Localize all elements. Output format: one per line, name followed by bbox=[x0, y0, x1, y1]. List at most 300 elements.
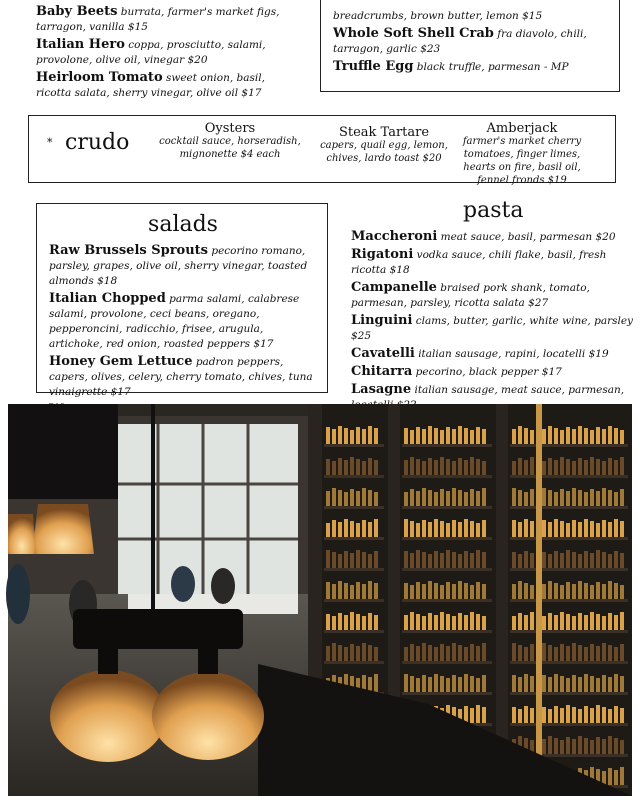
wine-bottle bbox=[416, 678, 420, 692]
wine-bottle bbox=[584, 738, 588, 754]
wine-bottle bbox=[614, 428, 618, 444]
wine-bottle bbox=[440, 430, 444, 444]
wine-bottle bbox=[530, 644, 534, 661]
wine-bottle bbox=[458, 613, 462, 630]
wine-bottle bbox=[332, 552, 336, 568]
wine-bottle bbox=[356, 582, 360, 599]
shelf bbox=[324, 537, 384, 540]
wine-bottle bbox=[608, 581, 612, 599]
wine-bottle bbox=[560, 457, 564, 475]
menu-item: Truffle Egg black truffle, parmesan - MP bbox=[333, 59, 569, 74]
wine-bottle bbox=[452, 616, 456, 630]
wine-bottle bbox=[410, 521, 414, 537]
wine-bottle bbox=[344, 551, 348, 568]
wine-bottle bbox=[614, 706, 618, 723]
wine-bottle bbox=[524, 674, 528, 692]
wine-bottle bbox=[530, 553, 534, 568]
wine-bottle bbox=[512, 584, 516, 599]
wine-bottle bbox=[518, 490, 522, 506]
wine-bottle bbox=[590, 553, 594, 568]
menu-item: Chitarra pecorino, black pepper $17 bbox=[351, 364, 562, 379]
wine-bottle bbox=[608, 709, 612, 723]
wine-bottle bbox=[518, 426, 522, 444]
wine-bottle bbox=[614, 738, 618, 754]
wine-bottle bbox=[524, 583, 528, 599]
wine-bottle bbox=[542, 520, 546, 537]
wine-bottle bbox=[458, 581, 462, 599]
wine-bottle bbox=[602, 429, 606, 444]
shelf bbox=[402, 537, 492, 540]
wine-bottle bbox=[542, 488, 546, 506]
wine-bottle bbox=[590, 457, 594, 475]
shelf bbox=[324, 661, 384, 664]
wine-bottle bbox=[434, 615, 438, 630]
wine-bottle bbox=[566, 614, 570, 630]
shelf bbox=[510, 723, 628, 726]
wine-bottle bbox=[362, 584, 366, 599]
wine-bottle bbox=[404, 674, 408, 692]
wine-bottle bbox=[572, 643, 576, 661]
wine-bottle bbox=[452, 429, 456, 444]
wine-bottle bbox=[578, 677, 582, 692]
wine-bottle bbox=[422, 488, 426, 506]
wine-bottle bbox=[344, 428, 348, 444]
wine-bottle bbox=[422, 584, 426, 599]
wine-bottle bbox=[416, 523, 420, 537]
wine-bottle bbox=[530, 430, 534, 444]
wine-bottle bbox=[362, 429, 366, 444]
wine-bottle bbox=[476, 491, 480, 506]
wine-bottle bbox=[512, 675, 516, 692]
wine-bottle bbox=[476, 523, 480, 537]
wine-bottle bbox=[470, 644, 474, 661]
shelf bbox=[510, 661, 628, 664]
wine-bottle bbox=[350, 489, 354, 506]
wine-bottle bbox=[452, 643, 456, 661]
wine-bottle bbox=[344, 615, 348, 630]
wine-bottle bbox=[440, 612, 444, 630]
diner bbox=[6, 564, 30, 624]
wine-bottle bbox=[344, 583, 348, 599]
wine-bottle bbox=[620, 644, 624, 661]
wine-bottle bbox=[530, 676, 534, 692]
wine-bottle bbox=[368, 554, 372, 568]
wine-bottle bbox=[542, 616, 546, 630]
wine-bottle bbox=[470, 708, 474, 723]
wine-bottle bbox=[482, 616, 486, 630]
wine-bottle bbox=[338, 581, 342, 599]
wine-bottle bbox=[464, 551, 468, 568]
wine-bottle bbox=[578, 613, 582, 630]
wine-bottle bbox=[554, 647, 558, 661]
wine-bottle bbox=[596, 582, 600, 599]
wine-bottle bbox=[566, 491, 570, 506]
wine-bottle bbox=[470, 676, 474, 692]
wine-bottle bbox=[602, 643, 606, 661]
shelf bbox=[510, 506, 628, 509]
wine-bottle bbox=[530, 585, 534, 599]
wine-bottle bbox=[584, 492, 588, 506]
wine-bottle bbox=[362, 461, 366, 475]
wine-bottle bbox=[524, 706, 528, 723]
wine-bottle bbox=[548, 581, 552, 599]
wine-bottle bbox=[326, 646, 330, 661]
wine-bottle bbox=[476, 459, 480, 475]
wine-bottle bbox=[356, 459, 360, 475]
wine-bottle bbox=[602, 584, 606, 599]
wine-bottle bbox=[458, 426, 462, 444]
wine-bottle bbox=[440, 489, 444, 506]
wine-bottle bbox=[524, 551, 528, 568]
wine-bottle bbox=[434, 583, 438, 599]
wine-bottle bbox=[464, 615, 468, 630]
wine-bottle bbox=[332, 488, 336, 506]
wine-bottle bbox=[524, 492, 528, 506]
wine-bottle bbox=[446, 646, 450, 661]
wine-bottle bbox=[596, 614, 600, 630]
shelf bbox=[402, 568, 492, 571]
wine-bottle bbox=[410, 644, 414, 661]
wine-bottle bbox=[332, 643, 336, 661]
wine-bottle bbox=[614, 519, 618, 537]
wine-bottle bbox=[374, 551, 378, 568]
wine-bottle bbox=[620, 612, 624, 630]
menu-item: Baby Beets burrata, farmer's market figs, tarragon, vanilla $15 bbox=[36, 4, 280, 33]
wine-bottle bbox=[602, 461, 606, 475]
wine-bottle bbox=[596, 550, 600, 568]
wine-bottle bbox=[374, 460, 378, 475]
wine-bottle bbox=[620, 553, 624, 568]
wine-bottle bbox=[482, 488, 486, 506]
wine-bottle bbox=[416, 491, 420, 506]
wine-bottle bbox=[530, 489, 534, 506]
wine-bottle bbox=[374, 492, 378, 506]
wine-bottle bbox=[368, 677, 372, 692]
wine-bottle bbox=[512, 429, 516, 444]
wine-bottle bbox=[512, 707, 516, 723]
wine-bottle bbox=[596, 459, 600, 475]
wine-bottle bbox=[338, 426, 342, 444]
wine-bottle bbox=[446, 678, 450, 692]
wine-bottle bbox=[464, 674, 468, 692]
wine-bottle bbox=[344, 460, 348, 475]
wine-bottle bbox=[560, 585, 564, 599]
wine-bottle bbox=[476, 678, 480, 692]
wine-bottle bbox=[482, 520, 486, 537]
shelf bbox=[402, 599, 492, 602]
wine-bottle bbox=[548, 645, 552, 661]
wine-bottle bbox=[614, 551, 618, 568]
wine-bottle bbox=[428, 458, 432, 475]
hot-starters-box bbox=[320, 0, 620, 92]
menu-item: Italian Chopped parma salami, calabrese salami, provolone, ceci beans, oregano, pepperoncini, radicchio, frisee, arugula, artichoke, red onion, roasted peppers $17 bbox=[49, 291, 300, 350]
wine-bottle bbox=[350, 644, 354, 661]
wine-bottle bbox=[476, 646, 480, 661]
wine-bottle bbox=[602, 707, 606, 723]
wine-bottle bbox=[566, 582, 570, 599]
wine-bottle bbox=[554, 583, 558, 599]
wine-bottle bbox=[350, 553, 354, 568]
wine-bottle bbox=[590, 740, 594, 754]
wine-bottle bbox=[326, 491, 330, 506]
wine-bottle bbox=[608, 554, 612, 568]
wine-bottle bbox=[560, 430, 564, 444]
menu-item: Campanelle braised pork shank, tomato, parmesan, parsley, ricotta salata $27 bbox=[351, 280, 590, 309]
wine-bottle bbox=[566, 646, 570, 661]
wine-bottle bbox=[590, 612, 594, 630]
wine-bottle bbox=[368, 426, 372, 444]
wine-bottle bbox=[548, 709, 552, 723]
wine-bottle bbox=[476, 550, 480, 568]
wine-bottle bbox=[350, 521, 354, 537]
wine-bottle bbox=[326, 614, 330, 630]
wine-bottle bbox=[410, 489, 414, 506]
wine-bottle bbox=[476, 614, 480, 630]
diner bbox=[171, 566, 195, 602]
wine-bottle bbox=[620, 489, 624, 506]
wine-bottle bbox=[404, 492, 408, 506]
wine-bottle bbox=[356, 646, 360, 661]
wine-bottle bbox=[368, 613, 372, 630]
wine-bottle bbox=[518, 554, 522, 568]
menu-item: Honey Gem Lettuce padron peppers, capers, olives, celery, cherry tomato, chives, tuna vinaigrette $17 bbox=[49, 354, 313, 398]
wine-bottle bbox=[326, 523, 330, 537]
shelf bbox=[402, 630, 492, 633]
wine-bottle bbox=[338, 613, 342, 630]
wine-bottle bbox=[590, 430, 594, 444]
wine-bottle bbox=[590, 489, 594, 506]
wine-bottle bbox=[464, 519, 468, 537]
wine-bottle bbox=[404, 519, 408, 537]
menu-item: Rigatoni vodka sauce, chili flake, basil, fresh ricotta $18 bbox=[351, 247, 607, 276]
wine-bottle bbox=[512, 520, 516, 537]
wine-bottle bbox=[548, 677, 552, 692]
wine-bottle bbox=[332, 461, 336, 475]
wine-bottle bbox=[620, 521, 624, 537]
wine-bottle bbox=[584, 706, 588, 723]
wine-bottle bbox=[368, 645, 372, 661]
wine-bottle bbox=[482, 429, 486, 444]
salads-section bbox=[36, 203, 328, 398]
shelf bbox=[402, 475, 492, 478]
wine-bottle bbox=[614, 770, 618, 785]
wine-bottle bbox=[422, 461, 426, 475]
wine-bottle bbox=[422, 675, 426, 692]
wine-bottle bbox=[428, 522, 432, 537]
wine-bottle bbox=[602, 616, 606, 630]
wine-bottle bbox=[512, 461, 516, 475]
wine-bottle bbox=[566, 459, 570, 475]
wine-bottle bbox=[452, 461, 456, 475]
wine-bottle bbox=[572, 675, 576, 692]
shelf bbox=[510, 444, 628, 447]
shelf bbox=[402, 506, 492, 509]
wine-bottle bbox=[404, 551, 408, 568]
wine-bottle bbox=[326, 459, 330, 475]
wine-bottle bbox=[416, 582, 420, 599]
wine-bottle bbox=[590, 521, 594, 537]
wine-bottle bbox=[332, 429, 336, 444]
wine-bottle bbox=[482, 461, 486, 475]
wine-bottle bbox=[470, 430, 474, 444]
wine-bottle bbox=[566, 737, 570, 754]
wine-bottle bbox=[512, 488, 516, 506]
wine-bottle bbox=[530, 457, 534, 475]
wine-bottle bbox=[446, 427, 450, 444]
wine-bottle bbox=[554, 460, 558, 475]
wine-bottle bbox=[458, 645, 462, 661]
wine-bottle bbox=[458, 522, 462, 537]
shelf bbox=[510, 599, 628, 602]
wine-bottle bbox=[326, 550, 330, 568]
wine-bottle bbox=[434, 519, 438, 537]
wine-bottle bbox=[518, 522, 522, 537]
wine-bottle bbox=[560, 553, 564, 568]
wine-bottle bbox=[608, 736, 612, 754]
wine-bottle bbox=[524, 647, 528, 661]
wine-bottle bbox=[344, 492, 348, 506]
wine-bottle bbox=[578, 645, 582, 661]
wine-bottle bbox=[590, 708, 594, 723]
wine-bottle bbox=[422, 520, 426, 537]
wine-bottle bbox=[572, 584, 576, 599]
wine-bottle bbox=[584, 551, 588, 568]
wine-bottle bbox=[542, 584, 546, 599]
wine-bottle bbox=[374, 583, 378, 599]
wine-bottle bbox=[368, 458, 372, 475]
wine-bottle bbox=[614, 674, 618, 692]
wine-bottle bbox=[620, 740, 624, 754]
wine-bottle bbox=[326, 582, 330, 599]
wine-bottle bbox=[614, 615, 618, 630]
wine-bottle bbox=[566, 523, 570, 537]
wine-bottle bbox=[548, 426, 552, 444]
wine-bottle bbox=[422, 552, 426, 568]
wine-bottle bbox=[560, 676, 564, 692]
wine-bottle bbox=[440, 553, 444, 568]
restaurant-interior-photo bbox=[8, 404, 632, 796]
wine-bottle bbox=[422, 643, 426, 661]
wine-bottle bbox=[584, 674, 588, 692]
wine-bottle bbox=[368, 522, 372, 537]
wine-bottle bbox=[548, 458, 552, 475]
wine-bottle bbox=[608, 458, 612, 475]
wine-bottle bbox=[416, 614, 420, 630]
wine-bottle bbox=[548, 613, 552, 630]
wine-bottle bbox=[608, 522, 612, 537]
wine-bottle bbox=[578, 709, 582, 723]
wine-bottle bbox=[404, 460, 408, 475]
starters-column bbox=[36, 4, 301, 103]
wine-bottle bbox=[584, 460, 588, 475]
wine-bottle bbox=[440, 521, 444, 537]
pasta-section bbox=[351, 196, 636, 433]
window bbox=[118, 424, 298, 594]
wine-bottle bbox=[548, 554, 552, 568]
wine-bottle bbox=[332, 520, 336, 537]
wine-bottle bbox=[428, 490, 432, 506]
wine-bottle bbox=[416, 459, 420, 475]
wine-bottle bbox=[566, 427, 570, 444]
wine-bottle bbox=[518, 458, 522, 475]
wine-bottle bbox=[608, 677, 612, 692]
menu-item: Heirloom Tomato sweet onion, basil, ricotta salata, sherry vinegar, olive oil $17 bbox=[36, 70, 265, 99]
wine-bottle bbox=[602, 552, 606, 568]
section-title-salads: salads bbox=[148, 212, 218, 237]
shelf bbox=[510, 630, 628, 633]
wine-bottle bbox=[452, 584, 456, 599]
menu-item: Italian Hero coppa, prosciutto, salami, provolone, olive oil, vinegar $20 bbox=[36, 37, 266, 66]
wine-bottle bbox=[620, 676, 624, 692]
wine-bottle bbox=[554, 428, 558, 444]
wine-bottle bbox=[620, 457, 624, 475]
wine-bottle bbox=[542, 552, 546, 568]
wine-bottle bbox=[530, 521, 534, 537]
wine-bottle bbox=[608, 613, 612, 630]
shelf bbox=[324, 475, 384, 478]
wine-bottle bbox=[374, 519, 378, 537]
wine-bottle bbox=[338, 490, 342, 506]
wine-bottle bbox=[326, 427, 330, 444]
wine-bottle bbox=[350, 457, 354, 475]
wine-bottle bbox=[434, 492, 438, 506]
wine-bottle bbox=[428, 554, 432, 568]
wine-bottle bbox=[572, 461, 576, 475]
wine-bottle bbox=[428, 613, 432, 630]
shelf bbox=[510, 692, 628, 695]
wine-bottle bbox=[614, 460, 618, 475]
wine-bottle bbox=[338, 645, 342, 661]
wine-bottle bbox=[476, 582, 480, 599]
wine-bottle bbox=[584, 615, 588, 630]
wine-bottle bbox=[470, 585, 474, 599]
wine-bottle bbox=[602, 520, 606, 537]
wine-bottle bbox=[446, 491, 450, 506]
wine-bottle bbox=[530, 612, 534, 630]
wine-bottle bbox=[572, 520, 576, 537]
wine-bottle bbox=[578, 736, 582, 754]
wine-bottle bbox=[596, 523, 600, 537]
wine-bottle bbox=[434, 647, 438, 661]
wine-bottle bbox=[602, 488, 606, 506]
wine-bottle bbox=[596, 678, 600, 692]
wine-bottle bbox=[434, 551, 438, 568]
wine-bottle bbox=[470, 521, 474, 537]
wine-bottle bbox=[404, 615, 408, 630]
wine-bottle bbox=[542, 643, 546, 661]
wine-bottle bbox=[458, 677, 462, 692]
wine-bottle bbox=[362, 488, 366, 506]
section-title-pasta: pasta bbox=[463, 198, 524, 223]
shelf bbox=[402, 661, 492, 664]
wine-bottle bbox=[572, 429, 576, 444]
wine-bottle bbox=[602, 739, 606, 754]
wine-bottle bbox=[374, 428, 378, 444]
wine-bottle bbox=[578, 554, 582, 568]
menu-item: Lasagne italian sausage, meat sauce, parmesan, bbox=[351, 382, 625, 397]
wine-bottle bbox=[584, 428, 588, 444]
wine-bottle bbox=[542, 675, 546, 692]
wine-bottle bbox=[566, 705, 570, 723]
wine-bottle bbox=[368, 490, 372, 506]
wine-bottle bbox=[524, 460, 528, 475]
wine-bottle bbox=[614, 583, 618, 599]
wine-bottle bbox=[482, 643, 486, 661]
wine-bottle bbox=[572, 488, 576, 506]
wine-bottle bbox=[374, 615, 378, 630]
interior-illustration bbox=[8, 404, 632, 796]
shelf bbox=[510, 568, 628, 571]
